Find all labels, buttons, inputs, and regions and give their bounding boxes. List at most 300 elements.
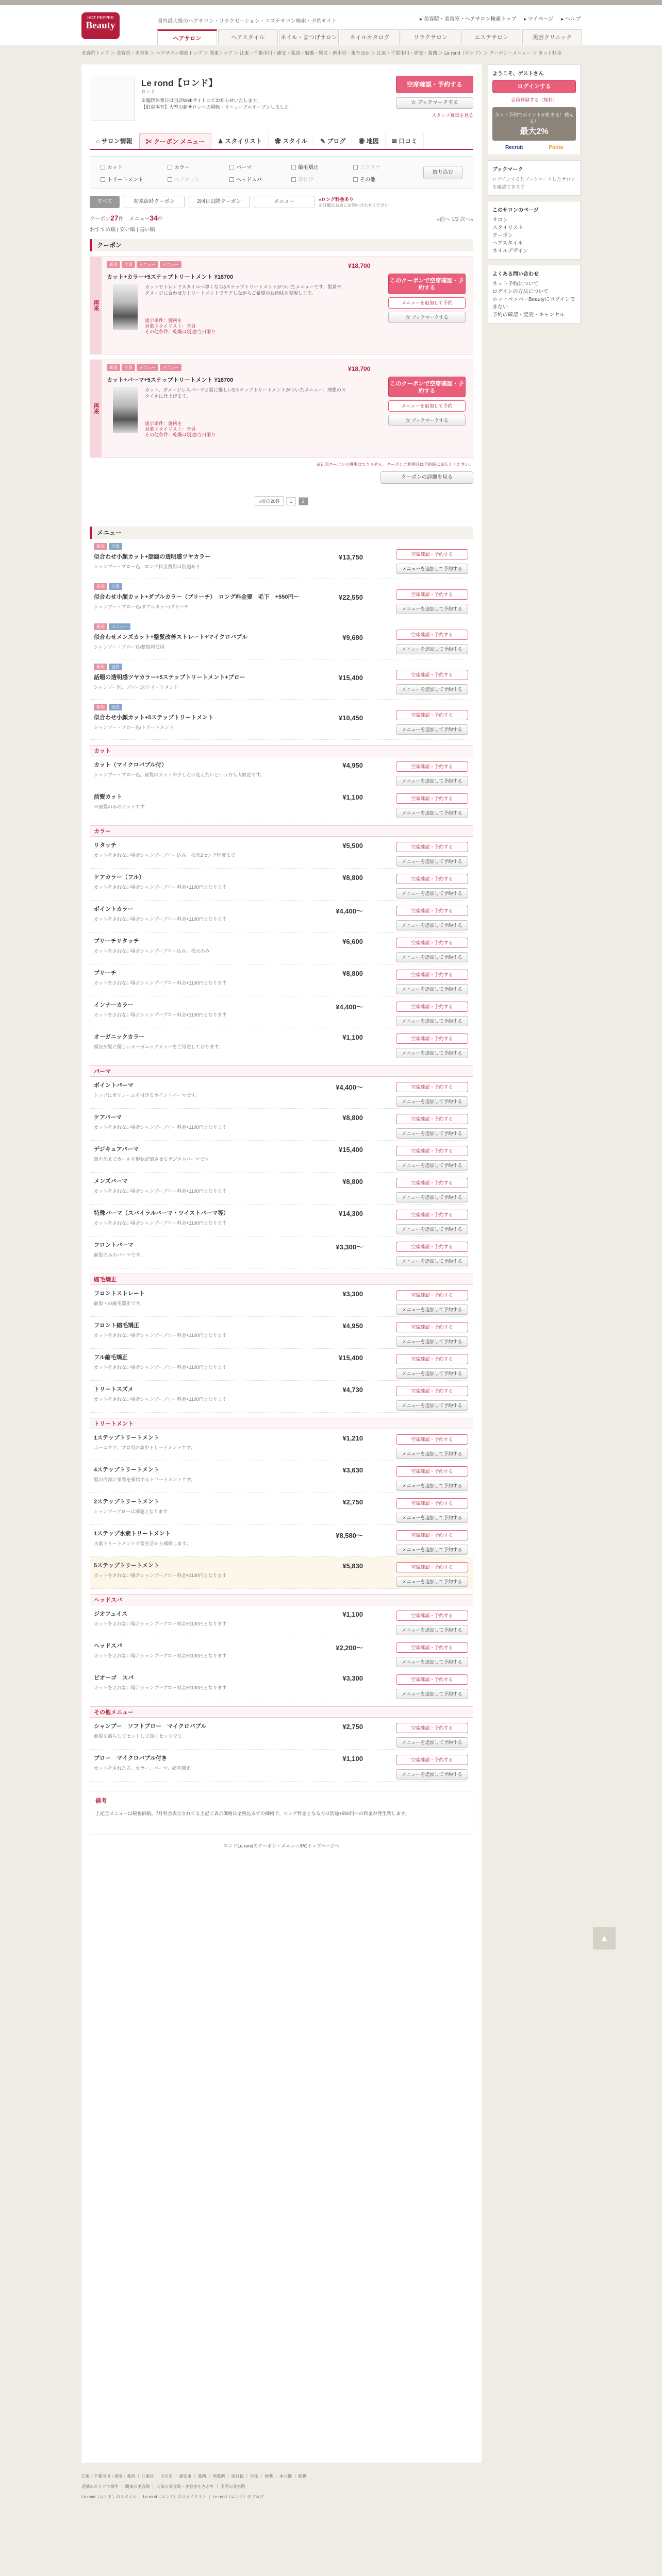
menu-tags (94, 664, 124, 670)
menu-add-button[interactable]: メニューを追加して予約する (396, 1657, 468, 1667)
menu-filter (90, 156, 473, 189)
filter-perm[interactable] (229, 163, 252, 171)
menu-reserve-button[interactable]: 空席確認・予約する (396, 630, 468, 640)
salon-nav-link[interactable]: クーポン (492, 233, 513, 239)
menu-reserve-button[interactable]: 空席確認・予約する (396, 1674, 468, 1685)
filter-other[interactable] (353, 175, 375, 183)
menu-name: インナーカラー (94, 1002, 134, 1008)
menu-actions (396, 761, 468, 786)
tab-salon-info[interactable] (90, 133, 139, 149)
menu-reserve-button[interactable]: 空席確認・予約する (396, 670, 468, 680)
sort-options[interactable]: おすすめ順 | 安い順 | 高い順 (90, 227, 155, 233)
breadcrumb[interactable]: 美容院トップ ＞ 美容院・美容室 ＞ ヘアサロン検索トップ ＞ 関東トップ ＞ 江東・千葉市川・浦安・葛西・船橋・柴又・新小岩・亀有ほか ＞ 江東・千葉市川・浦安・葛西 ＞ Le rond（ロンド）＞ クーポン・メニュー ＞ カット料金 (81, 50, 561, 56)
menu-reserve-button[interactable]: 空席確認・予約する (396, 1434, 468, 1445)
menu-add-button[interactable]: メニューを追加して予約する (396, 1368, 468, 1379)
menu-description: シャンプー・ブロー込/ダブルカラー/ブリーチ (94, 604, 189, 609)
menu-tag: メニュー (109, 623, 130, 630)
menu-price: ¥3,300 (342, 1290, 363, 1298)
menu-reserve-button[interactable]: 空席確認・予約する (396, 1386, 468, 1396)
menu-item (90, 1077, 473, 1109)
menu-reserve-button[interactable]: 空席確認・予約する (396, 842, 468, 852)
menu-item (90, 659, 473, 700)
menu-item (90, 1236, 473, 1268)
gnav-hair-style[interactable]: ヘアスタイル (218, 29, 278, 45)
menu-reserve-button[interactable]: 空席確認・予約する (396, 1114, 468, 1124)
menu-name: 似合わせメンズカット+整髪改善ストレート+マイクロバブル (94, 634, 247, 640)
menu-reserve-button[interactable]: 空席確認・予約する (396, 1146, 468, 1156)
ponta-logo: Ponta (549, 145, 564, 150)
menu-add-button[interactable]: メニューを追加して予約する (396, 952, 468, 962)
coupon-conditions (145, 318, 216, 335)
menu-reserve-button[interactable]: 空席確認・予約する (396, 1033, 468, 1044)
menu-add-button[interactable]: メニューを追加して予約する (396, 1545, 468, 1555)
tab-coupon-menu[interactable] (139, 133, 212, 149)
menu-item (90, 1493, 473, 1525)
salon-kana: ロンド (141, 89, 156, 94)
coupon-condition: 対象スタイリスト：全員 (145, 324, 196, 329)
menu-reserve-button[interactable]: 空席確認・予約する (396, 1642, 468, 1653)
coupon-detail-button[interactable]: クーポンの詳細を見る (380, 471, 473, 484)
coupon-conditions (145, 421, 216, 438)
coupon-reserve-button[interactable]: このクーポンで空席確認・予約する (388, 274, 466, 294)
header-links (413, 14, 581, 22)
menu-name: 特殊パーマ（スパイラルパーマ・ツイストパーマ等） (94, 1210, 229, 1216)
filter-treatment[interactable] (101, 175, 143, 183)
checkbox-icon (353, 165, 358, 170)
menu-name: 1ステップトリートメント (94, 1435, 159, 1441)
coupon-section-title: クーポン (90, 239, 473, 251)
menu-add-button[interactable]: メニューを追加して予約する (396, 1256, 468, 1266)
tab-style[interactable] (269, 133, 314, 149)
coupon-price: ¥18,700 (348, 365, 371, 372)
menu-tag: 新規 (94, 664, 107, 670)
tab-label: ブログ (327, 138, 346, 145)
points-banner[interactable] (492, 107, 576, 141)
filter-label: パーマ (236, 165, 252, 171)
menu-add-button[interactable]: メニューを追加して予約する (396, 1689, 468, 1699)
coupon-description: カットでトレンドスタイルへ導くなら5ステップトリートメントがついたメニューです。髪質やダメージに合わせたトリートメントでケアしながらご希望のお色味を実現します。 (145, 284, 342, 296)
header-link-search-top[interactable]: ▸ 美容院・美容室・ヘアサロン検索トップ (420, 16, 517, 22)
home-icon: ⌂ (96, 138, 102, 145)
bookmark-box (488, 160, 581, 196)
menu-price: ¥1,100 (342, 1033, 363, 1041)
menu-item (90, 996, 473, 1028)
gnav-hair-salon[interactable]: ヘアサロン (157, 29, 217, 45)
coupon-bookmark-button[interactable] (388, 312, 466, 323)
tab-blog[interactable] (314, 133, 352, 149)
menu-actions (396, 1755, 468, 1780)
menu-category-title: ヘッドスパ (90, 1594, 473, 1605)
menu-reserve-button[interactable]: 空席確認・予約する (396, 710, 468, 720)
menu-reserve-button[interactable]: 空席確認・予約する (396, 906, 468, 916)
menu-actions (396, 589, 468, 614)
menu-category-title: 縮毛矯正 (90, 1274, 473, 1285)
menu-description: カットをされない場合シャンプーブロー料金+1100円となります (94, 1221, 227, 1226)
gnav-nail-catalog[interactable]: ネイルカタログ (340, 29, 400, 45)
menu-add-button[interactable]: メニューを追加して予約する (396, 644, 468, 654)
salon-nav-link[interactable]: サロン (492, 217, 508, 223)
menu-reserve-button[interactable]: 空席確認・予約する (396, 1178, 468, 1188)
menu-reserve-button[interactable]: 空席確認・予約する (396, 1322, 468, 1332)
menu-reserve-button[interactable]: 空席確認・予約する (396, 1210, 468, 1220)
menu-add-button[interactable]: メニューを追加して予約する (396, 1192, 468, 1202)
menu-add-button[interactable]: メニューを追加して予約する (396, 1449, 468, 1459)
menu-description: シャンプー・ブロー込/トリートメント (94, 725, 174, 730)
faq-link[interactable]: 予約の確認・変更・キャンセル (492, 312, 565, 318)
menu-reserve-button[interactable]: 空席確認・予約する (396, 793, 468, 804)
menu-name: ブロー マイクロバブル付き (94, 1755, 168, 1761)
menu-reserve-button[interactable]: 空席確認・予約する (396, 1466, 468, 1477)
menu-actions (396, 1002, 468, 1026)
menu-add-button[interactable]: メニューを追加して予約する (396, 920, 468, 930)
menu-actions (396, 1322, 468, 1347)
logo-small-text: HOT PEPPER (87, 15, 114, 20)
menu-add-button[interactable]: メニューを追加して予約する (396, 1769, 468, 1780)
salon-nav-box (488, 201, 581, 260)
menu-add-button[interactable]: メニューを追加して予約する (396, 1096, 468, 1107)
menu-name: ヘッドスパ (94, 1643, 122, 1649)
coupon-tag: メニュー (160, 261, 181, 268)
long-fee-note (319, 196, 389, 208)
login-box (488, 64, 581, 155)
menu-price: ¥2,200〜 (336, 1644, 363, 1652)
pagination-top[interactable]: «前へ 1/2 次へ» (437, 217, 473, 223)
footer-nearby-links[interactable]: 近隣のエリアで探す ｜ 関東の美容院 ｜ 人気の美容院・美容室をさがす ｜ 全国の美容院 (81, 2484, 245, 2489)
tab-label: 地図 (366, 138, 379, 145)
star-icon: ☆ (405, 315, 412, 320)
menu-description: シャンプー・ブロー込 ロング料金費用は別途あり (94, 564, 201, 569)
menu-section-title: メニュー (90, 527, 473, 539)
menu-description: カットをされない場合シャンプーブロー料金+1100円となります (94, 1189, 227, 1194)
header-tagline: 国内最大級のヘアサロン・リラクゼーション・エステサロン検索・予約サイト (157, 19, 337, 24)
menu-add-button[interactable]: メニューを追加して予約する (396, 684, 468, 694)
tab-label: 口コミ (399, 138, 418, 145)
pager-page-2[interactable]: 2 (299, 497, 308, 505)
filter-label: ヘアセット (174, 177, 200, 183)
footer-area-links[interactable]: 江東・千葉市川・浦安・葛西 ｜ 江東区 ｜ 市川市 ｜ 浦安市 ｜ 葛西 ｜ 西葛西 ｜ 南行徳 ｜ 行徳 ｜ 妙典 ｜ 本八幡 ｜ 船橋 (81, 2474, 307, 2479)
menu-tag: 全員 (109, 704, 122, 710)
menu-reserve-button[interactable]: 空席確認・予約する (396, 938, 468, 948)
coupon-add-menu-button[interactable]: メニューを追加して予約 (388, 400, 466, 412)
checkbox-icon (101, 165, 105, 170)
menu-item (90, 1173, 473, 1205)
coupon-pagination (81, 496, 482, 506)
menu-add-button[interactable]: メニューを追加して予約する (396, 984, 468, 994)
gnav-nail-salon[interactable]: ネイル・まつげサロン (279, 29, 339, 45)
menu-actions (396, 1723, 468, 1748)
coupon-tag: メニュー (137, 261, 158, 268)
menu-add-button[interactable]: メニューを追加して予約する (396, 564, 468, 574)
menu-add-button[interactable]: メニューを追加して予約する (396, 1737, 468, 1748)
points-title: ネット予約でポイントが貯まる！使える！ (494, 112, 574, 124)
gnav-esthe-salon[interactable]: エステサロン (461, 29, 521, 45)
menu-name: 前髪カット (94, 794, 122, 800)
menu-actions (396, 874, 468, 899)
menu-price: ¥4,400〜 (336, 1003, 363, 1011)
menu-description: カットをされない場合シャンプーブロー料金+1100円となります (94, 980, 227, 986)
menu-add-button[interactable]: メニューを追加して予約する (396, 1577, 468, 1587)
menu-item (90, 1429, 473, 1461)
back-to-top-button[interactable]: ▲ (593, 1927, 616, 1950)
salon-nav-link[interactable]: スタイリスト (492, 225, 523, 231)
menu-add-button[interactable]: メニューを追加して予約する (396, 776, 468, 786)
menu-price: ¥10,450 (339, 714, 363, 722)
menu-add-button[interactable]: メニューを追加して予約する (396, 1400, 468, 1411)
menu-name: 2ステップトリートメント (94, 1499, 159, 1505)
main-content (81, 64, 482, 2463)
bookmark-box-text: ログインするとブックマークしたサロンを確認できます (492, 177, 575, 190)
menu-item (90, 1141, 473, 1173)
header-link-help[interactable]: ▸ ヘルプ (561, 16, 581, 22)
menu-reserve-button[interactable]: 空席確認・予約する (396, 549, 468, 560)
menu-item (90, 788, 473, 820)
salon-reserve-button[interactable]: 空席確認・予約する (396, 76, 473, 93)
menu-description: 頭皮や髪に優しいオーガニックカラーをご用意しております。 (94, 1044, 223, 1049)
menu-add-button[interactable]: メニューを追加して予約する (396, 1481, 468, 1491)
header-link-mypage[interactable]: ▸ マイページ (524, 16, 554, 22)
bookmark-box-title: ブックマーク (492, 167, 523, 173)
coupon-bookmark-button[interactable] (388, 415, 466, 426)
segment-all[interactable]: すべて (90, 196, 120, 208)
menu-price: ¥5,830 (342, 1562, 363, 1570)
coupon-type-label: 再来 (90, 360, 102, 457)
gnav-beauty-clinic[interactable]: 美容クリニック (522, 29, 582, 45)
site-header (0, 5, 662, 45)
menu-description: カットをされない場合シャンプーブロー料金+1100円となります (94, 1365, 227, 1370)
filter-kitsuke (291, 175, 313, 183)
menu-reserve-button[interactable]: 空席確認・予約する (396, 1530, 468, 1540)
menu-add-button[interactable]: メニューを追加して予約する (396, 724, 468, 735)
salon-nav-link[interactable]: ネイルデザイン (492, 248, 528, 254)
menu-name: トリートスズメ (94, 1386, 134, 1393)
menu-add-button[interactable]: メニューを追加して予約する (396, 1304, 468, 1315)
salon-bookmark-label: ブックマークする (417, 100, 459, 106)
salon-nav-link[interactable]: ヘアスタイル (492, 241, 523, 246)
recruit-point-logo: Recruit (505, 145, 523, 150)
menu-tags (94, 583, 124, 590)
menu-actions (396, 906, 468, 930)
coupon-price: ¥18,700 (348, 262, 371, 269)
tab-reviews[interactable] (386, 133, 424, 149)
menu-price: ¥15,400 (339, 1146, 363, 1154)
salon-name: Le rond【ロンド】 (141, 78, 218, 88)
menu-name: ポイントカラー (94, 906, 134, 912)
footer-salon-links[interactable]: Le rond（ロンド）のスタイル ｜ Le rond（ロンド）のスタイリスト ｜ Le rond（ロンド）のブログ (81, 2495, 264, 2499)
menu-description: カットをされない場合シャンプーブロー料金+1100円となります (94, 1685, 227, 1690)
menu-name: ポイントパーマ (94, 1082, 134, 1089)
menu-reserve-button[interactable]: 空席確認・予約する (396, 1498, 468, 1509)
menu-reserve-button[interactable]: 空席確認・予約する (396, 970, 468, 980)
menu-add-button[interactable]: メニューを追加して予約する (396, 1048, 468, 1058)
menu-item (90, 619, 473, 659)
menu-name: ケアパーマ (94, 1114, 122, 1121)
checkbox-icon (291, 165, 296, 170)
menu-actions (396, 938, 468, 962)
coupon-card (90, 257, 473, 354)
menu-actions (396, 1178, 468, 1202)
menu-add-button[interactable]: メニューを追加して予約する (396, 856, 468, 867)
tab-label: スタイル (283, 138, 308, 145)
coupon-reserve-button[interactable]: このクーポンで空席確認・予約する (388, 377, 466, 397)
menu-price: ¥8,800 (342, 874, 363, 882)
menu-tags (94, 623, 132, 630)
tab-map[interactable] (352, 133, 385, 149)
menu-reserve-button[interactable]: 空席確認・予約する (396, 1755, 468, 1765)
menu-reserve-button[interactable]: 空席確認・予約する (396, 1562, 468, 1572)
menu-item (90, 964, 473, 996)
menu-category-title: トリートメント (90, 1418, 473, 1429)
faq-link[interactable]: ネット予約について (492, 281, 539, 287)
filter-label: カラー (174, 165, 190, 171)
menu-reserve-button[interactable]: 空席確認・予約する (396, 874, 468, 884)
menu-price: ¥5,500 (342, 842, 363, 850)
menu-reserve-button[interactable]: 空席確認・予約する (396, 589, 468, 600)
menu-tags (94, 704, 124, 710)
tab-stylist[interactable] (211, 133, 269, 149)
salon-header (90, 72, 473, 127)
filter-headspa[interactable] (229, 175, 262, 183)
coupon-tag: メニュー (137, 364, 158, 371)
menu-description: 前髪を濡らしてセットして頂くセットです。 (94, 1734, 187, 1739)
segment-menu[interactable]: メニュー (254, 196, 315, 208)
faq-link[interactable]: ホットペッパーBeautyにログインできない (492, 297, 575, 310)
remarks-text: 上記全メニューは税抜価格。7月料金表示されてる上記ご表示価格は全税込みでの価格で、ロング料金となる方は別途+550円〜の料金が発生致します。 (95, 1811, 410, 1816)
filter-cut[interactable] (101, 163, 123, 171)
menu-tag: 新規 (94, 704, 107, 710)
coupon-tag: メニュー (160, 364, 181, 371)
menu-item (90, 1109, 473, 1141)
tab-label: サロン情報 (101, 138, 133, 145)
menu-add-button[interactable]: メニューを追加して予約する (396, 808, 468, 818)
menu-add-button[interactable]: メニューを追加して予約する (396, 1513, 468, 1523)
menu-price: ¥14,300 (339, 1210, 363, 1217)
menu-add-button[interactable]: メニューを追加して予約する (396, 1224, 468, 1234)
checkbox-icon (353, 177, 358, 182)
faq-box (488, 265, 581, 324)
menu-price: ¥4,730 (342, 1386, 363, 1394)
site-logo[interactable] (81, 12, 120, 39)
menu-tag: 新規 (94, 543, 107, 550)
coupon-count-label: クーポン (90, 216, 110, 222)
menu-reserve-button[interactable]: 空席確認・予約する (396, 1082, 468, 1092)
coupon-condition: 提示条件：施術を (145, 318, 183, 323)
coupon-tags (107, 364, 183, 371)
chat-icon: ✉ (391, 138, 399, 145)
menu-description: 水素トリートメントで髪を芯から補修します。 (94, 1541, 191, 1546)
coupon-note: ※初回クーポンの併用はできません。クーポンご利用時は予約時にお伝えください。 (316, 462, 473, 467)
menu-add-button[interactable]: メニューを追加して予約する (396, 1625, 468, 1635)
menu-price: ¥22,550 (339, 594, 363, 601)
menu-reserve-button[interactable]: 空席確認・予約する (396, 1002, 468, 1012)
menu-add-button[interactable]: メニューを追加して予約する (396, 888, 468, 899)
salon-logo-image (90, 76, 135, 121)
menu-description: カットをされない場合シャンプーブロー料金+1100円となります (94, 1621, 227, 1626)
menu-add-button[interactable]: メニューを追加して予約する (396, 1128, 468, 1139)
coupon-add-menu-button[interactable]: メニューを追加して予約 (388, 297, 466, 309)
segment-first-visit[interactable]: 初来店時クーポン (124, 196, 185, 208)
register-link[interactable]: 会員登録する（無料） (510, 97, 557, 103)
menu-count-label: メニュー (129, 216, 150, 222)
menu-count: 34 (150, 214, 158, 222)
filter-straight[interactable] (291, 163, 319, 171)
menu-item (90, 1605, 473, 1637)
pager-prev[interactable]: «前の20件 (255, 496, 284, 506)
menu-add-button[interactable]: メニューを追加して予約する (396, 1336, 468, 1347)
star-icon: ☆ (410, 100, 418, 106)
segment-repeat[interactable]: 2回目以降クーポン (189, 196, 250, 208)
coupon-title: カット+パーマ+5ステップトリートメント ¥18700 (107, 377, 234, 383)
menu-name: フロント縮毛矯正 (94, 1323, 139, 1329)
menu-price: ¥3,300 (342, 1674, 363, 1682)
menu-description: カットをされない場合シャンプーブロー料金+1100円となります (94, 1333, 227, 1338)
bookmark-label: ブックマークする (411, 418, 449, 423)
count-unit: 件 (118, 216, 124, 222)
menu-actions (396, 1082, 468, 1107)
salon-bookmark-button[interactable] (396, 97, 473, 109)
remarks-title: 備考 (95, 1797, 468, 1807)
menu-name: 1ステップ水素トリートメント (94, 1531, 171, 1537)
menu-add-button[interactable]: メニューを追加して予約する (396, 1016, 468, 1026)
menu-reserve-button[interactable]: 空席確認・予約する (396, 1290, 468, 1300)
menu-name: メンズパーマ (94, 1178, 128, 1184)
menu-price: ¥4,950 (342, 1322, 363, 1330)
menu-reserve-button[interactable]: 空席確認・予約する (396, 761, 468, 772)
faq-link[interactable]: ログインの方法について (492, 289, 549, 295)
menu-add-button[interactable]: メニューを追加して予約する (396, 1160, 468, 1171)
coupon-tag: 新規 (107, 364, 120, 371)
gnav-relax-salon[interactable]: リラクサロン (401, 29, 460, 45)
faq-title: よくある問い合わせ (492, 272, 539, 277)
coupon-card (90, 360, 473, 457)
menu-tags (94, 543, 124, 550)
menu-add-button[interactable]: メニューを追加して予約する (396, 604, 468, 614)
salon-tabs (90, 133, 473, 150)
menu-item (90, 1669, 473, 1701)
star-icon: ☆ (405, 418, 412, 423)
menu-actions (396, 1242, 468, 1266)
filter-color[interactable] (168, 163, 190, 171)
menu-item (90, 700, 473, 740)
filter-label: エクステ (360, 165, 380, 171)
filter-submit-button[interactable]: 絞り込む (423, 166, 462, 179)
menu-price: ¥2,750 (342, 1498, 363, 1506)
menu-item (90, 1637, 473, 1669)
menu-reserve-button[interactable]: 空席確認・予約する (396, 1354, 468, 1364)
login-button[interactable]: ログインする (492, 80, 576, 93)
menu-name: 4ステップトリートメント (94, 1467, 159, 1473)
person-icon: ♟ (218, 138, 225, 145)
coupon-condition: その他条件：乾燥は別途/当日限り (145, 329, 216, 334)
menu-reserve-button[interactable]: 空席確認・予約する (396, 1723, 468, 1733)
coupon-tag: 全員 (122, 364, 135, 371)
menu-bottom-link[interactable]: ロンドLe rondのクーポン・メニュー/PCトップページへ (223, 1843, 340, 1849)
menu-description: カットをされない場合シャンプーブロー料金+1100円となります (94, 1012, 227, 1018)
menu-reserve-button[interactable]: 空席確認・予約する (396, 1242, 468, 1252)
menu-price: ¥3,630 (342, 1466, 363, 1474)
menu-name: デジキュアパーマ (94, 1146, 139, 1153)
menu-description: カットをされない場合シャンプーブロー料金+1100円となります (94, 1573, 227, 1578)
staff-recruit-link[interactable]: スタッフ募集を見る (431, 113, 473, 118)
menu-price: ¥8,800 (342, 1114, 363, 1122)
menu-name: カット（マイクロバブル付） (94, 762, 168, 768)
menu-description: カットをされない場合シャンプーブロー料金+1100円となります (94, 1125, 227, 1130)
pager-page-1[interactable]: 1 (286, 497, 296, 505)
ticket-icon: ✂ (145, 138, 154, 145)
menu-category-title: カラー (90, 825, 473, 837)
menu-reserve-button[interactable]: 空席確認・予約する (396, 1611, 468, 1621)
menu-item (90, 933, 473, 964)
menu-price: ¥8,580〜 (336, 1532, 363, 1539)
